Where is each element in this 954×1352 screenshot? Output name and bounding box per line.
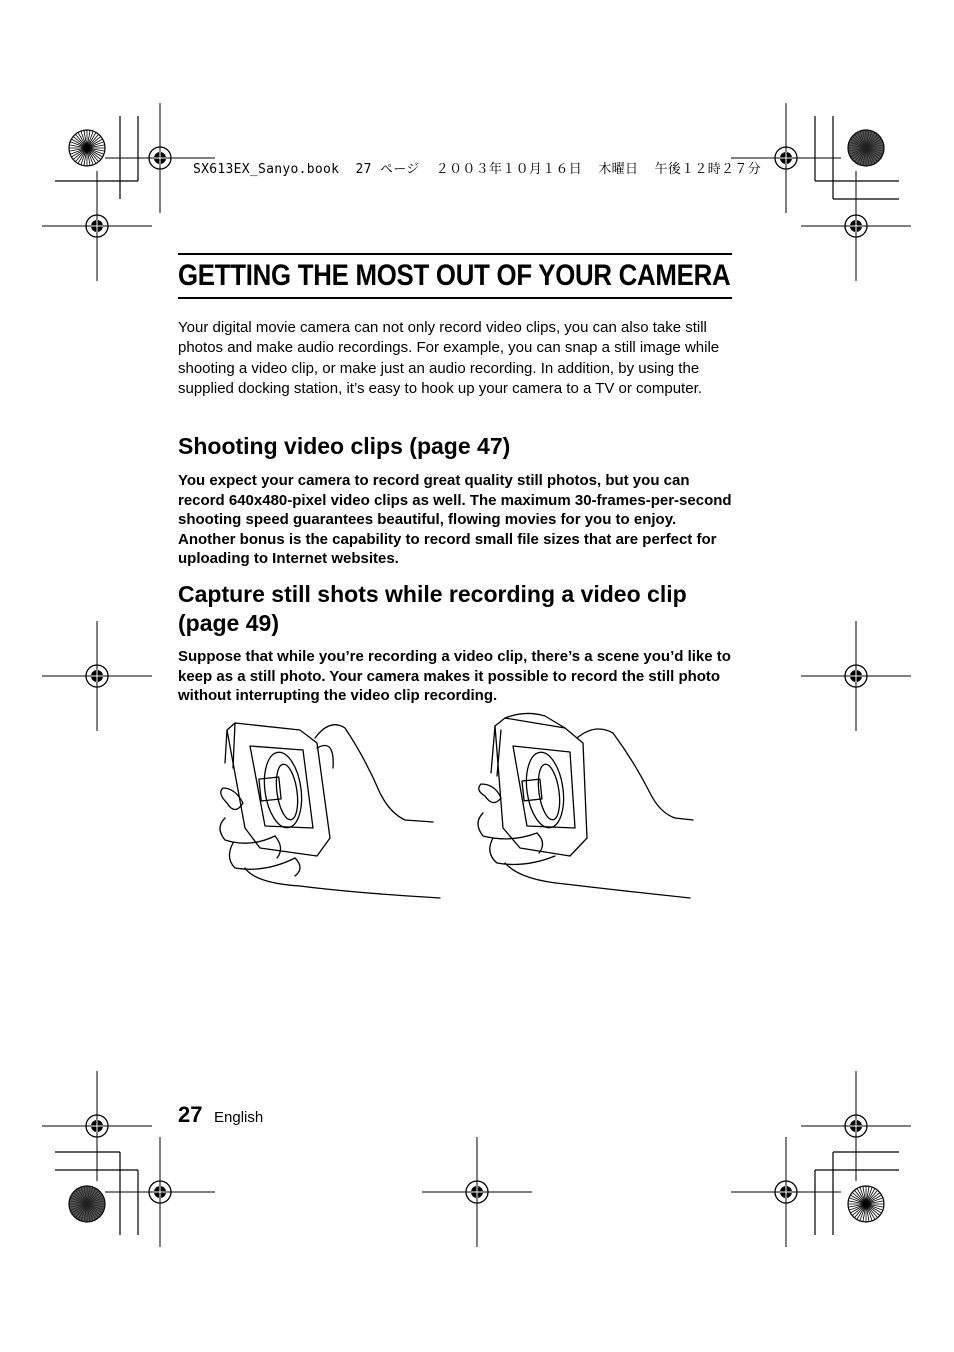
header-slug: SX613EX_Sanyo.book 27 ページ ２００３年１０月１６日 木曜日 午後１２時２７分: [193, 162, 761, 177]
hand-holding-camera-right: [478, 713, 693, 898]
starburst-mark: [69, 130, 105, 166]
starburst-mark: [848, 130, 884, 166]
registration-mark: [731, 1137, 841, 1247]
page-language: English: [214, 1109, 264, 1126]
registration-mark: [801, 621, 911, 731]
registration-mark: [422, 1137, 532, 1247]
registration-mark: [801, 171, 911, 281]
intro-paragraph: Your digital movie camera can not only record video clips, you can also take still photos and make audio recordings. For example, you can snap a still image while shooting a video clip, or make just an audio recording. In addition, by using the supplied docking station, it’s easy to hook up your camera to a TV or computer.: [178, 319, 720, 398]
registration-mark: [105, 1137, 215, 1247]
registration-mark: [801, 1071, 911, 1181]
section-heading-video-clips: Shooting video clips (page 47): [178, 433, 511, 459]
starburst-mark: [848, 1186, 884, 1222]
section-heading-still-shots: Capture still shots while recording a video clip (page 49): [178, 581, 687, 636]
section-body-video-clips: You expect your camera to record great quality still photos, but you can record 640x480-pixel video clips as well. The maximum 30-frames-per-second shooting speed guarantees beautiful, flowing movies for you to enjoy. Another bonus is the capability to record small file sizes that are perfect for uploading to Internet websites.: [178, 472, 732, 568]
page-number: 27: [178, 1102, 203, 1127]
title-rule-top: [178, 253, 732, 255]
section-body-still-shots: Suppose that while you’re recording a video clip, there’s a scene you’d like to keep as a still photo. Your camera makes it possible to record the still photo without interrupting the video clip recording.: [178, 648, 731, 705]
registration-mark: [42, 171, 152, 281]
starburst-mark: [69, 1186, 105, 1222]
hand-holding-camera-left: [220, 723, 440, 898]
title-rule-bottom: [178, 297, 732, 299]
page-title: GETTING THE MOST OUT OF YOUR CAMERA: [178, 259, 731, 292]
registration-mark: [42, 621, 152, 731]
registration-mark: [42, 1071, 152, 1181]
camera-in-hand-illustration: [205, 708, 705, 903]
